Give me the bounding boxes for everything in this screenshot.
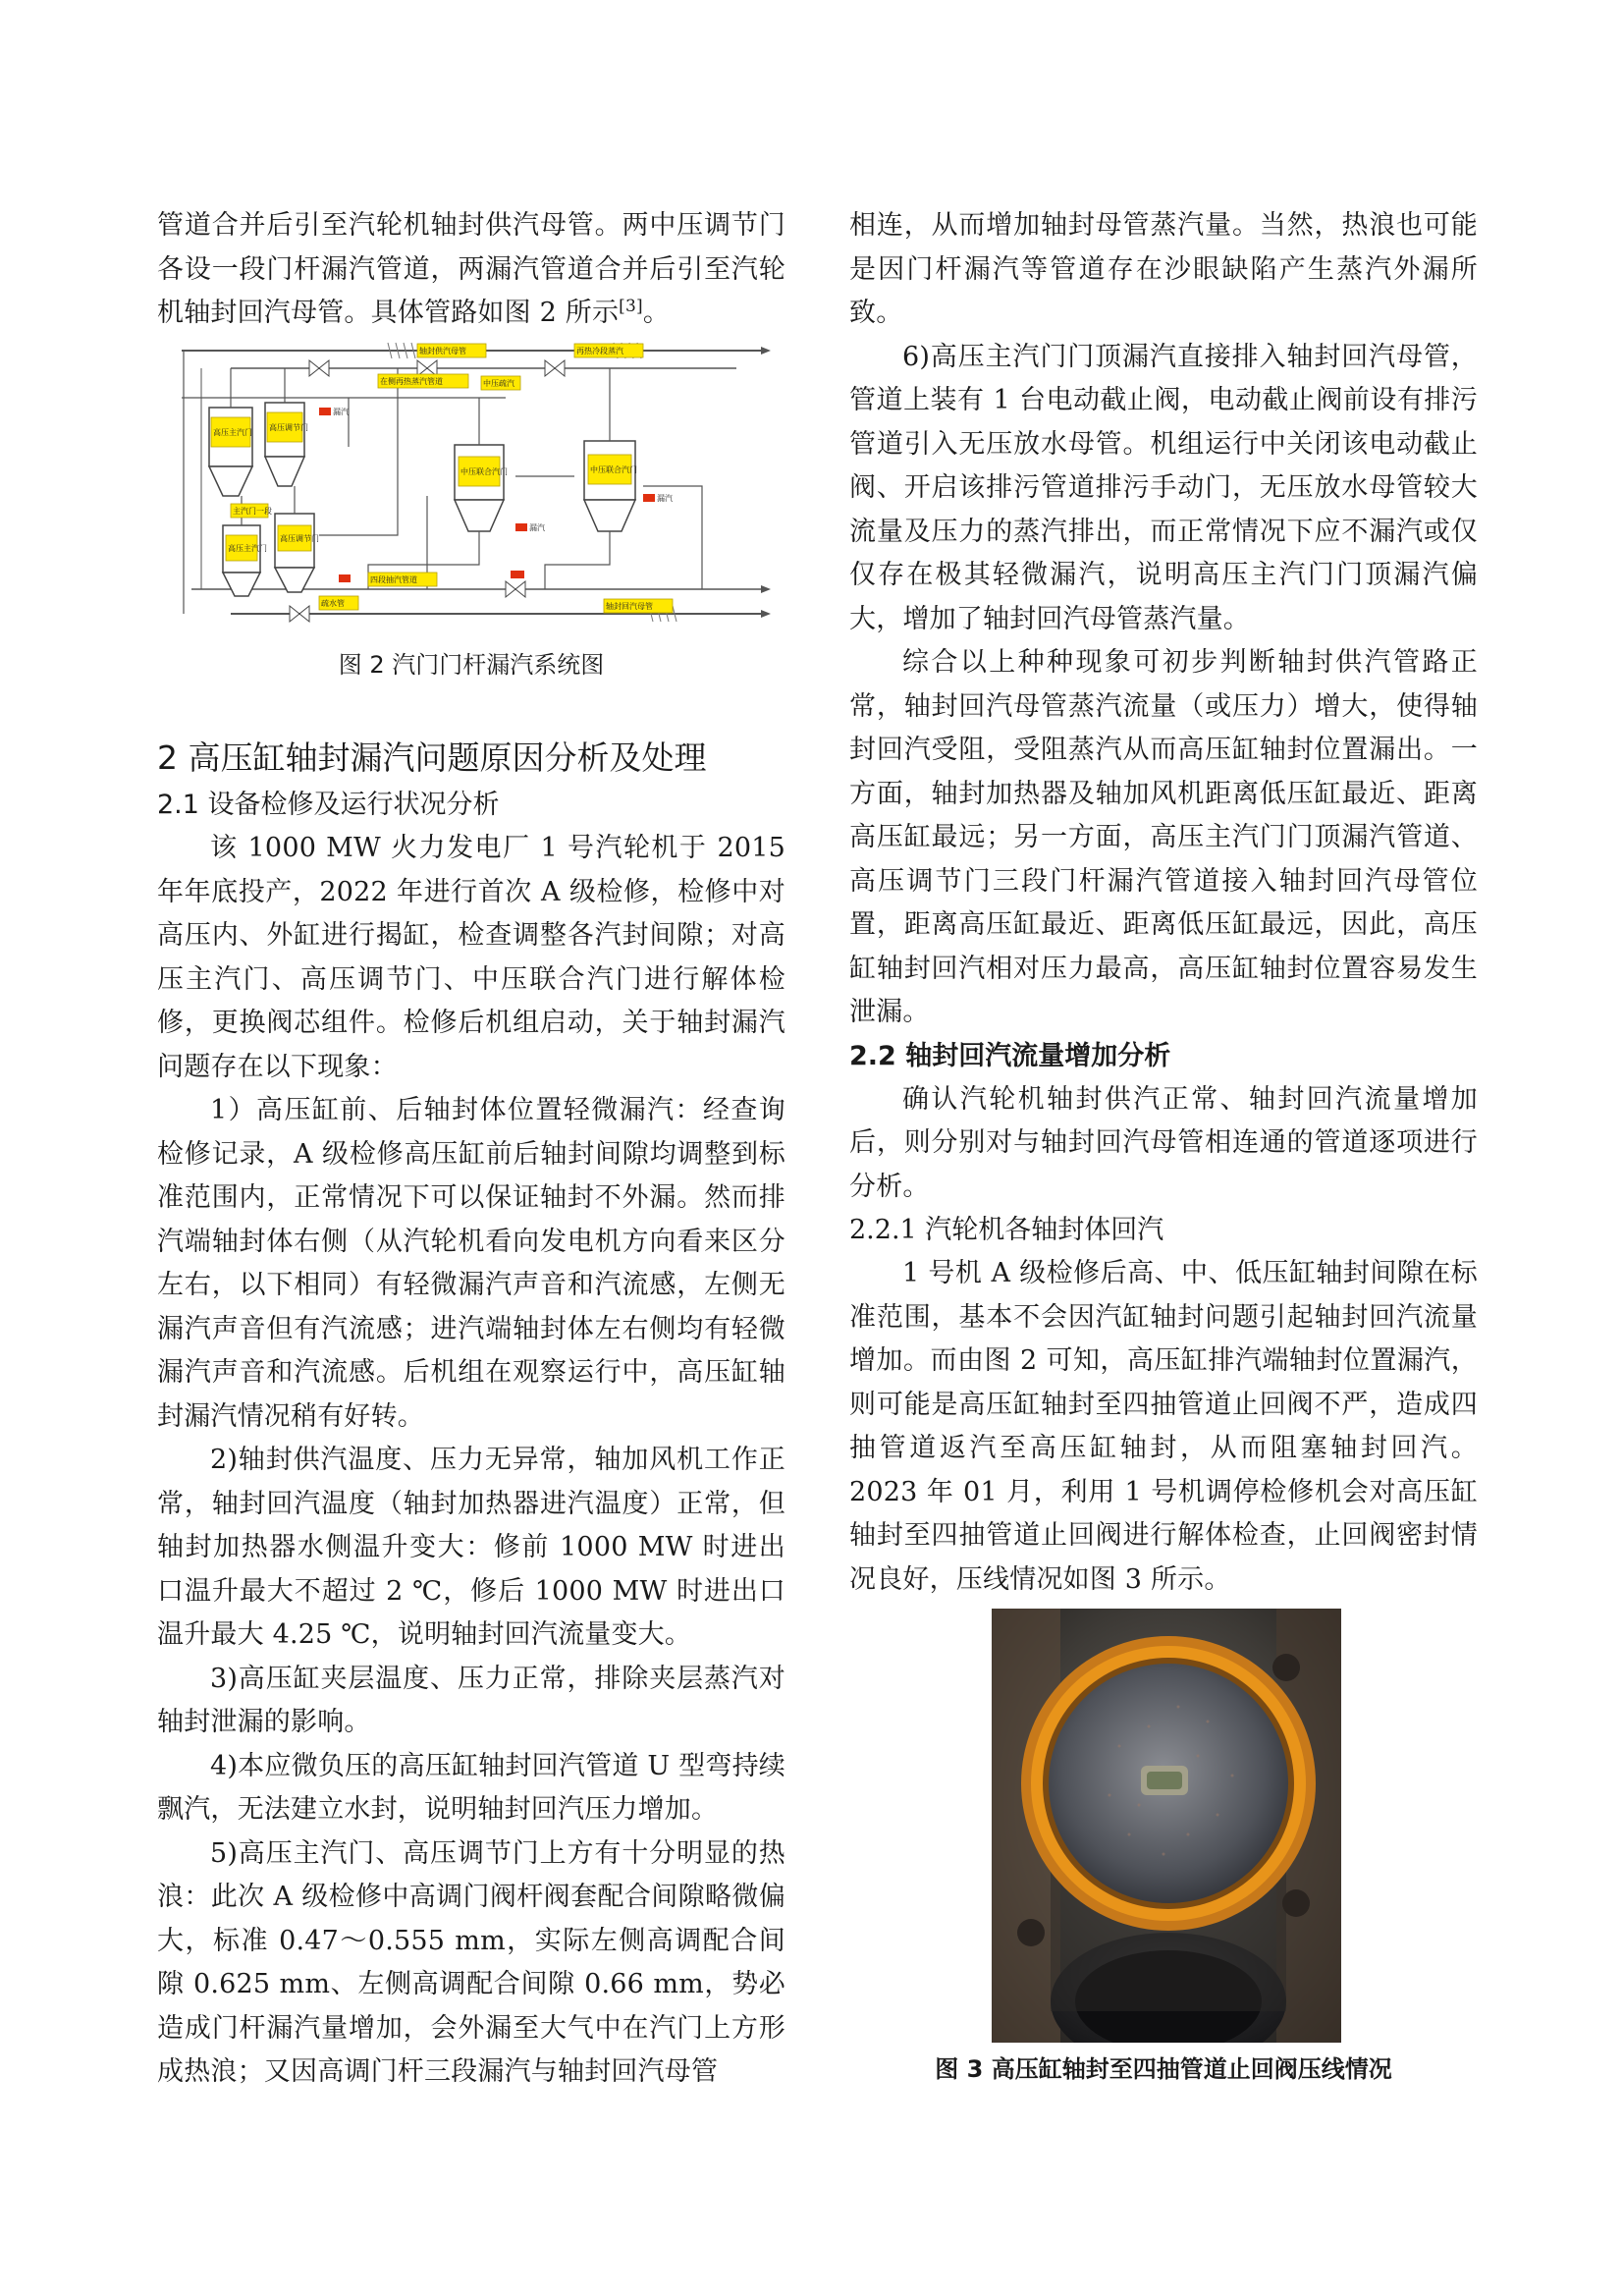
label-return-main: 轴封回汽母管 bbox=[606, 602, 653, 611]
paragraph: 3)高压缸夹层温度、压力正常，排除夹层蒸汽对轴封泄漏的影响。 bbox=[157, 1663, 785, 1737]
subsection-heading-2-2: 2.2 轴封回汽流量增加分析 bbox=[849, 1040, 1171, 1071]
label-mid-drain: 中压疏汽 bbox=[483, 379, 514, 388]
check-valve-photo bbox=[992, 1609, 1341, 2043]
paragraph: 管道合并后引至汽轮机轴封供汽母管。两中压调节门各设一段门杆漏汽管道，两漏汽管道合并后引至汽轮机轴封回汽母管。具体管路如图 2 所示[3]。 bbox=[157, 210, 785, 328]
right-column bbox=[849, 204, 1478, 1602]
paragraph: 该 1000 MW 火力发电厂 1 号汽轮机于 2015 年年底投产，2022 年进行首次 A 级检修，检修中对高压内、外缸进行揭缸，检查调整各汽封间隙；对高压主汽门、高压调节门、中压联合汽门进行解体检修，更换阀芯组件。检修后机组启动，关于轴封漏汽问题存在以下现象： bbox=[157, 833, 785, 1082]
subsection-heading-2-1: 2.1 设备检修及运行状况分析 bbox=[157, 790, 500, 820]
label-ip-valve-b: 中压联合汽门 bbox=[590, 465, 637, 474]
paragraph: 确认汽轮机轴封供汽正常、轴封回汽流量增加后，则分别对与轴封回汽母管相连通的管道逐项进行分析。 bbox=[849, 1083, 1478, 1202]
label-ip-valve: 中压联合汽门 bbox=[460, 467, 508, 476]
label-drain-pipe: 疏水管 bbox=[321, 599, 345, 608]
label-reheat-hot: 在侧再热蒸汽管道 bbox=[380, 377, 443, 386]
left-column bbox=[157, 204, 785, 336]
section-heading: 2 高压缸轴封漏汽问题原因分析及处理 bbox=[157, 738, 707, 777]
paragraph: 相连，从而增加轴封母管蒸汽量。当然，热浪也可能是因门杆漏汽等管道存在沙眼缺陷产生蒸汽外漏所致。 bbox=[849, 210, 1478, 328]
paragraph: 综合以上种种现象可初步判断轴封供汽管路正常，轴封回汽母管蒸汽流量（或压力）增大，使得轴封回汽受阻，受阻蒸汽从而高压缸轴封位置漏出。一方面，轴封加热器及轴加风机距离低压缸最近、距离高压缸最远；另一方面，高压主汽门门顶漏汽管道、高压调节门三段门杆漏汽管道接入轴封回汽母管位置，距离高压缸最近、距离低压缸最远，因此，高压缸轴封回汽相对压力最高，高压缸轴封位置容易发生泄漏。 bbox=[849, 647, 1478, 1027]
label-leak-1: 漏汽 bbox=[333, 408, 349, 416]
figure-2-diagram bbox=[172, 339, 771, 631]
figure-3-photo bbox=[992, 1609, 1341, 2043]
paragraph: 2)轴封供汽温度、压力无异常，轴加风机工作正常，轴封回汽温度（轴封加热器进汽温度）正常，但轴封加热器水侧温升变大：修前 1000 MW 时进出口温升最大不超过 2 ℃，修后 1000 MW 时进出口温升最大 4.25 ℃，说明轴封回汽流量变大。 bbox=[157, 1445, 785, 1650]
figure-3-caption: 图 3 高压缸轴封至四抽管道止回阀压线情况 bbox=[935, 2055, 1392, 2083]
figure-2-caption: 图 2 汽门门杆漏汽系统图 bbox=[338, 651, 605, 679]
left-column-body bbox=[157, 735, 785, 2095]
label-valve-note: 主汽门一段 bbox=[233, 507, 272, 516]
paragraph: 1）高压缸前、后轴封体位置轻微漏汽：经查询检修记录，A 级检修高压缸前后轴封间隙均调整到标准范围内，正常情况下可以保证轴封不外漏。然而排汽端轴封体右侧（从汽轮机看向发电机方向看来区分左右，以下相同）有轻微漏汽声音和汽流感，左侧无漏汽声音但有汽流感；进汽端轴封体左右侧均有轻微漏汽声音和汽流感。后机组在观察运行中，高压缸轴封漏汽情况稍有好转。 bbox=[157, 1095, 785, 1432]
label-leak-2: 漏汽 bbox=[529, 523, 545, 532]
paragraph: 1 号机 A 级检修后高、中、低压缸轴封间隙在标准范围，基本不会因汽缸轴封问题引起轴封回汽流量增加。而由图 2 可知，高压缸排汽端轴封位置漏汽，则可能是高压缸轴封至四抽管道止回阀不严，造成四抽管道返汽至高压缸轴封，从而阻塞轴封回汽。2023 年 01 月，利用 1 号机调停检修机会对高压缸轴封至四抽管道止回阀进行解体检查，止回阀密封情况良好，压线情况如图 3 所示。 bbox=[849, 1258, 1478, 1595]
label-hp-main-valve: 高压主汽门 bbox=[213, 428, 252, 437]
label-supply-main: 轴封供汽母管 bbox=[419, 347, 466, 355]
paragraph: 6)高压主汽门门顶漏汽直接排入轴封回汽母管，管道上装有 1 台电动截止阀，电动截止阀前设有排污管道引入无压放水母管。机组运行中关闭该电动截止阀、开启该排污管道排污手动门，无压放水母管较大流量及压力的蒸汽排出，而正常情况下应不漏汽或仅仅存在极其轻微漏汽，说明高压主汽门门顶漏汽偏大，增加了轴封回汽母管蒸汽量。 bbox=[849, 341, 1478, 634]
label-reheat-cold: 再热冷段蒸汽 bbox=[576, 347, 623, 355]
paragraph: 5)高压主汽门、高压调节门上方有十分明显的热浪：此次 A 级检修中高调门阀杆阀套配合间隙略微偏大，标准 0.47～0.555 mm，实际左侧高调配合间隙 0.625 mm、左侧高调配合间隙 0.66 mm，势必造成门杆漏汽量增加，会外漏至大气中在汽门上方形成热浪；又因高调门杆三段漏汽与轴封回汽母管 bbox=[157, 1837, 785, 2087]
paragraph: 4)本应微负压的高压缸轴封回汽管道 U 型弯持续飘汽，无法建立水封，说明轴封回汽压力增加。 bbox=[157, 1750, 785, 1825]
label-hp-ctrl-valve-b: 高压调节门 bbox=[280, 534, 319, 543]
label-hp-main-valve-b: 高压主汽门 bbox=[228, 544, 267, 553]
label-fourth-extraction: 四段抽汽管道 bbox=[370, 575, 417, 584]
label-leak-3: 漏汽 bbox=[657, 494, 673, 503]
subsection-heading-2-2-1: 2.2.1 汽轮机各轴封体回汽 bbox=[849, 1215, 1164, 1245]
label-hp-ctrl-valve: 高压调节门 bbox=[269, 423, 308, 432]
valve-stem-leakage-system-diagram bbox=[172, 339, 771, 631]
